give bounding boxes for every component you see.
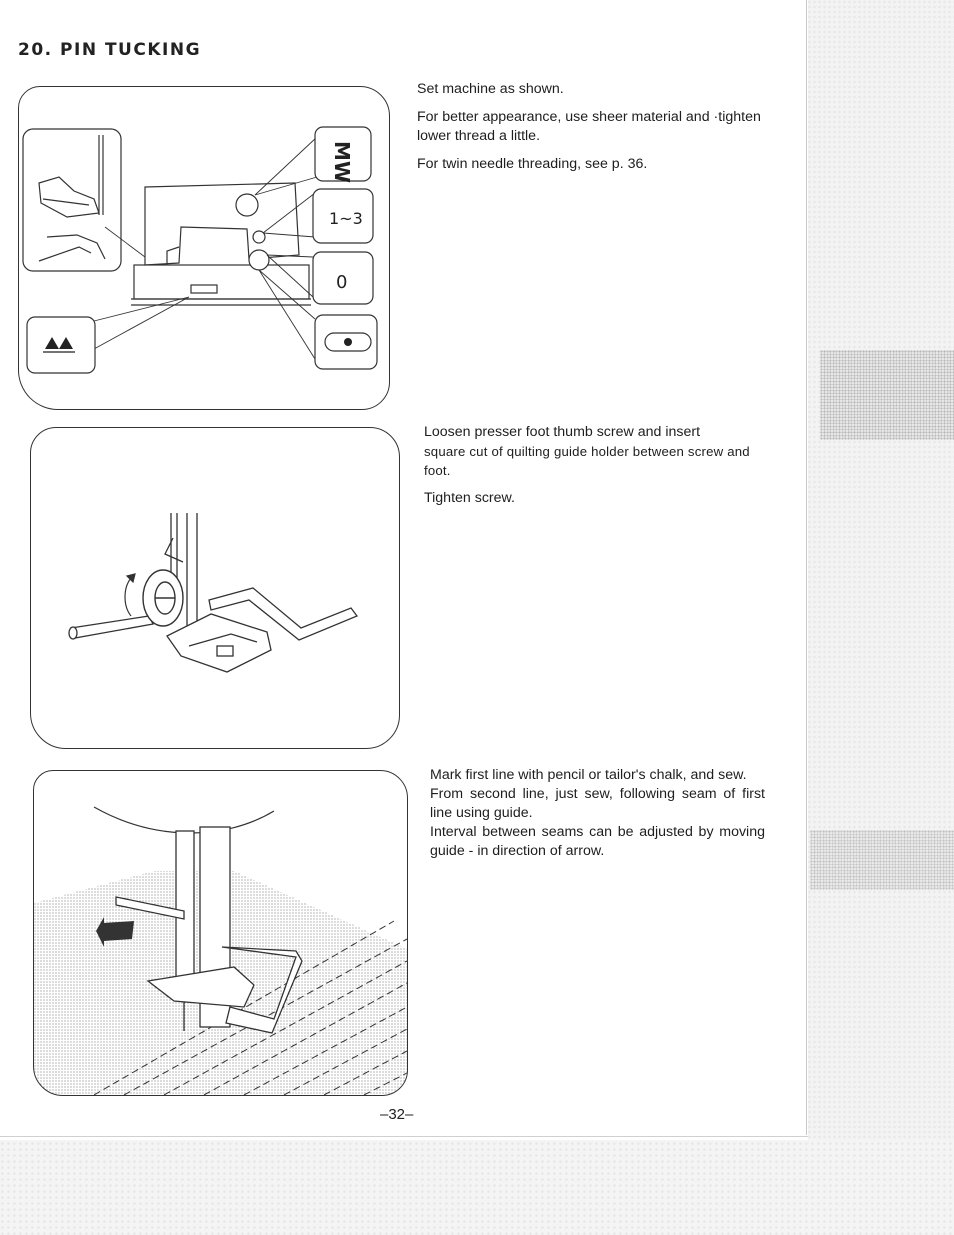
pin-tucking-drawing [34,771,407,1095]
step1-instructions [417,80,762,183]
thumb-screw [143,570,183,626]
presser-foot-inset [23,129,121,271]
page-number: –32– [380,1106,414,1123]
instruction-paragraph: Tighten screw. [424,490,515,506]
scan-background-right [808,0,954,1235]
scan-noise-patch [810,830,954,890]
instruction-line: From second line, just sew, following seam of first line using guide. [430,786,765,821]
instruction-line: Mark first line with pencil or tailor's chalk, and sew. [430,767,747,783]
page-edge [0,1136,808,1137]
rotation-arrow-icon [125,574,135,616]
stitch-width-value: 0 [336,272,348,293]
instruction-line: Interval between seams can be adjusted by moving guide - in direction of arrow. [430,824,765,859]
instruction-paragraph: Loosen presser foot thumb screw and insert [424,424,701,440]
pin-tucking-sewing-illustration [33,770,408,1096]
instruction-paragraph: Set machine as shown. [417,81,564,97]
machine-settings-drawing [19,87,389,409]
section-title: 20. PIN TUCKING [18,40,202,60]
scan-noise-patch [820,350,954,440]
quilting-guide-drawing [31,428,399,748]
machine-settings-illustration [18,86,390,410]
step3-instructions [430,766,765,861]
stitch-length-value: 1~3 [329,209,363,228]
quilting-guide-illustration [30,427,400,749]
straight-stitch-pattern-icon: MW [330,141,354,183]
sewing-machine [131,183,311,305]
page-edge [806,0,807,1135]
machine-head [94,807,274,833]
presser-foot [167,614,271,672]
needle-position-center-icon [344,338,352,346]
setting-box-feed-dog [27,317,95,373]
scan-background-bottom [0,1140,954,1235]
instruction-paragraph: For better appearance, use sheer material and ·tighten lower thread a little. [417,109,761,144]
instruction-paragraph: For twin needle threading, see p. 36. [417,156,648,172]
instruction-paragraph: square cut of quilting guide holder between screw and foot. [424,444,750,478]
leader-lines [94,137,317,359]
step2-instructions [424,423,764,517]
